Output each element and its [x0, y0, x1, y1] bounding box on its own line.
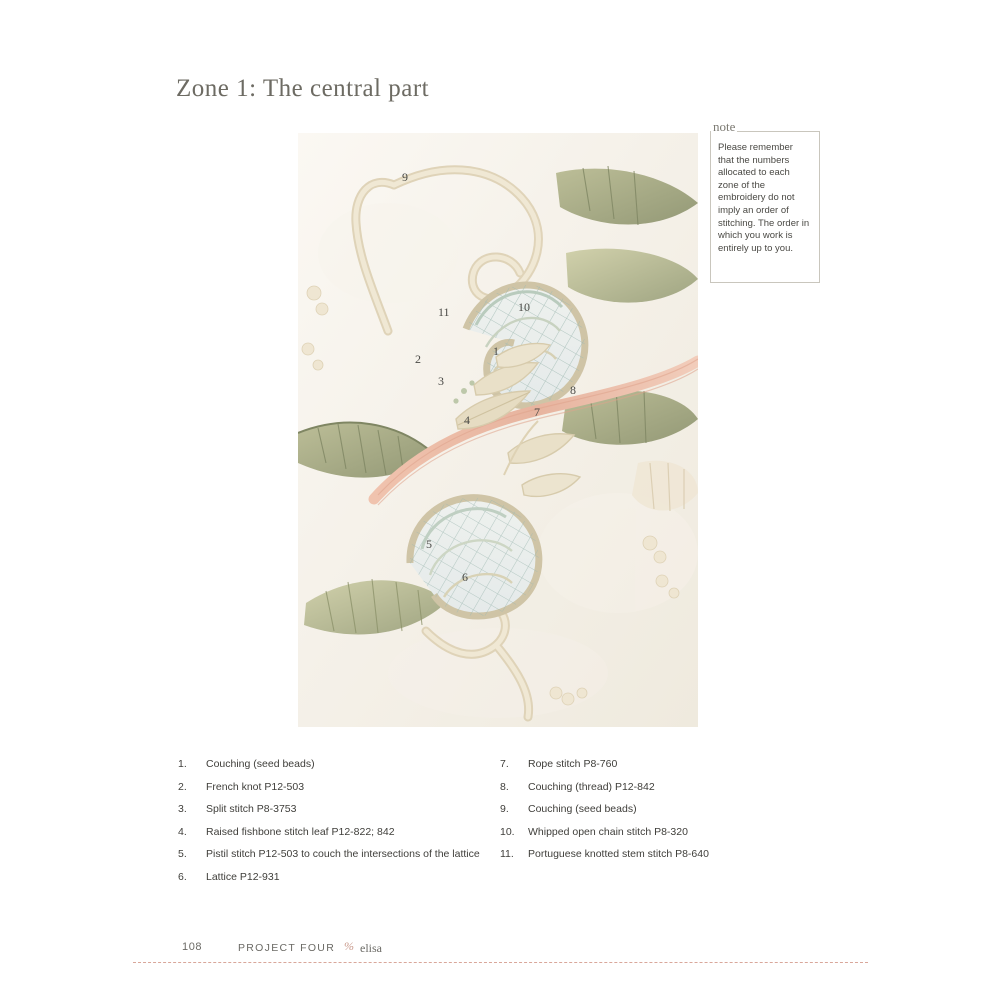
key-label: Rope stitch P8-760: [528, 758, 618, 770]
embroidery-photo: [298, 133, 698, 727]
list-item: [500, 826, 800, 838]
key-number: 5.: [178, 848, 187, 861]
list-item: [500, 781, 800, 793]
list-item: [500, 803, 800, 815]
key-number: 9.: [500, 803, 509, 816]
key-number: 1.: [178, 758, 187, 770]
page-title: Zone 1: The central part: [176, 74, 430, 102]
note-title: note: [713, 119, 736, 134]
key-label: Raised fishbone stitch leaf P12-822; 842: [206, 825, 395, 838]
note-text: Please remember that the numbers allocated to each zone of the embroidery do not imply an order of stitching. The order in which you work is entirely up to you.: [718, 142, 810, 254]
stitch-key-left: [178, 758, 488, 894]
photo-callout-7: 7: [534, 405, 540, 419]
list-item: [500, 848, 800, 860]
key-number: 2.: [178, 780, 187, 793]
key-label: Pistil stitch P12-503 to couch the intersections of the lattice: [206, 848, 480, 861]
list-item: [500, 758, 800, 770]
key-number: 8.: [500, 780, 509, 793]
photo-callout-1: 1: [493, 344, 499, 358]
key-number: 7.: [500, 758, 509, 770]
list-item: [178, 758, 488, 770]
photo-callout-4: 4: [464, 413, 470, 427]
photo-callout-9: 9: [402, 170, 408, 184]
key-label: Lattice P12-931: [206, 870, 280, 883]
key-label: Whipped open chain stitch P8-320: [528, 825, 688, 838]
list-item: [178, 848, 488, 860]
key-label: Couching (seed beads): [206, 758, 315, 770]
list-item: [178, 826, 488, 838]
list-item: [178, 781, 488, 793]
list-item: [178, 871, 488, 883]
page-number: 108: [182, 941, 203, 953]
key-number: 6.: [178, 870, 187, 883]
photo-callout-6: 6: [462, 570, 468, 584]
key-label: Couching (seed beads): [528, 803, 637, 816]
key-number: 4.: [178, 825, 187, 838]
photo-callout-10: 10: [518, 300, 530, 314]
footer-divider: [133, 962, 868, 964]
list-item: [178, 803, 488, 815]
footer-project-label: PROJECT FOUR: [238, 942, 336, 954]
key-label: Portuguese knotted stem stitch P8-640: [528, 848, 709, 861]
key-number: 11.: [500, 848, 514, 861]
photo-callout-2: 2: [415, 352, 421, 366]
stitch-key-right: [500, 758, 800, 871]
key-number: 10.: [500, 825, 515, 838]
photo-callout-11: 11: [438, 305, 450, 319]
photo-callout-5: 5: [426, 537, 432, 551]
key-number: 3.: [178, 803, 187, 816]
footer-project-name: elisa: [360, 941, 382, 955]
key-label: Couching (thread) P12-842: [528, 780, 655, 793]
photo-callout-8: 8: [570, 383, 576, 397]
photo-callout-3: 3: [438, 374, 444, 388]
embroidery-illustration: [298, 133, 698, 727]
footer-ornament-icon: %: [344, 939, 354, 953]
key-label: Split stitch P8-3753: [206, 803, 297, 816]
key-label: French knot P12-503: [206, 780, 305, 793]
